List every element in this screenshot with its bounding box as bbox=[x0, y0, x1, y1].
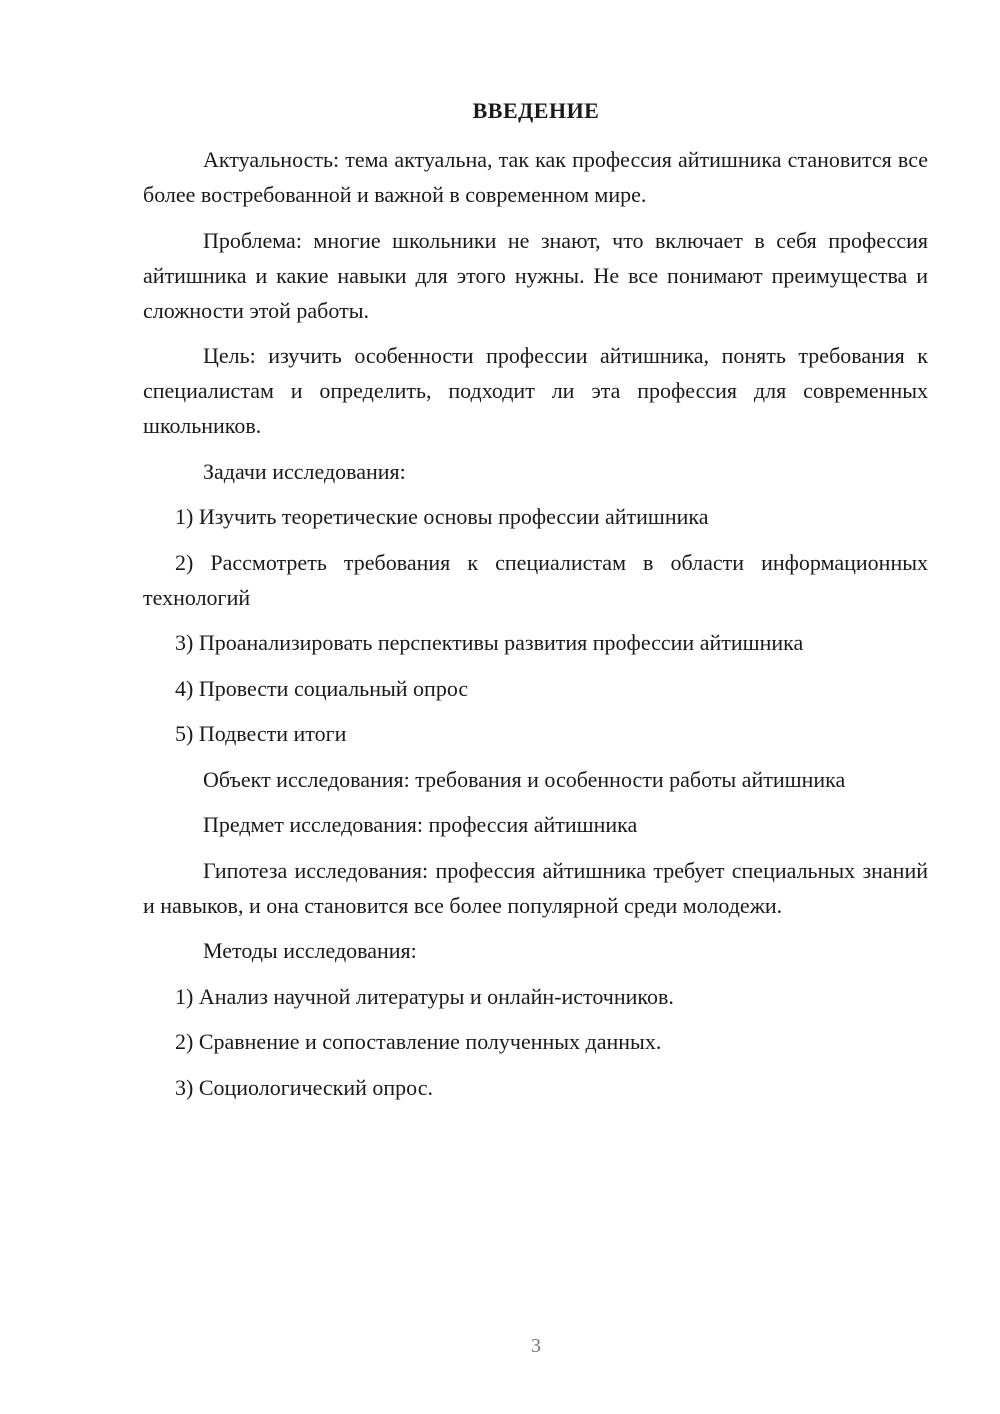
list-item-task-2: 2) Рассмотреть требования к специалистам в области информационных технологий bbox=[143, 549, 928, 610]
paragraph-methods-heading: Методы исследования: bbox=[203, 938, 417, 963]
list-item-method-1: 1) Анализ научной литературы и онлайн-источников. bbox=[175, 983, 674, 1009]
paragraph-relevance: Актуальность: тема актуальна, так как профессия айтишника становится все более востребованной и важной в современном мире. bbox=[143, 147, 928, 207]
list-item-method-3: 3) Социологический опрос. bbox=[175, 1074, 433, 1100]
paragraph-subject: Предмет исследования: профессия айтишника bbox=[203, 812, 638, 837]
page-number: 3 bbox=[531, 1335, 541, 1357]
section-title: ВВЕДЕНИЕ bbox=[472, 98, 600, 123]
paragraph-tasks-heading: Задачи исследования: bbox=[203, 458, 406, 484]
body-text bbox=[143, 142, 928, 1115]
list-item-task-1: 1) Изучить теоретические основы профессии айтишника bbox=[175, 504, 709, 529]
paragraph-hypothesis: Гипотеза исследования: профессия айтишника требует специальных знаний и навыков, и она становится все более популярной среди молодежи. bbox=[143, 857, 928, 918]
paragraph-problem: Проблема: многие школьники не знают, что включает в себя профессия айтишника и какие навыки для этого нужны. Не все понимают преимущества и сложности этой работы. bbox=[143, 227, 928, 323]
paragraph-goal: Цель: изучить особенности профессии айтишника, понять требования к специалистам и определить, подходит ли эта профессия для современных школьников. bbox=[143, 343, 928, 438]
list-item-method-2: 2) Сравнение и сопоставление полученных данных. bbox=[175, 1029, 662, 1054]
paragraph-object: Объект исследования: требования и особенности работы айтишника bbox=[203, 766, 846, 792]
list-item-task-3: 3) Проанализировать перспективы развития профессии айтишника bbox=[175, 630, 804, 655]
list-item-task-5: 5) Подвести итоги bbox=[175, 721, 347, 746]
list-item-task-4: 4) Провести социальный опрос bbox=[175, 675, 469, 701]
